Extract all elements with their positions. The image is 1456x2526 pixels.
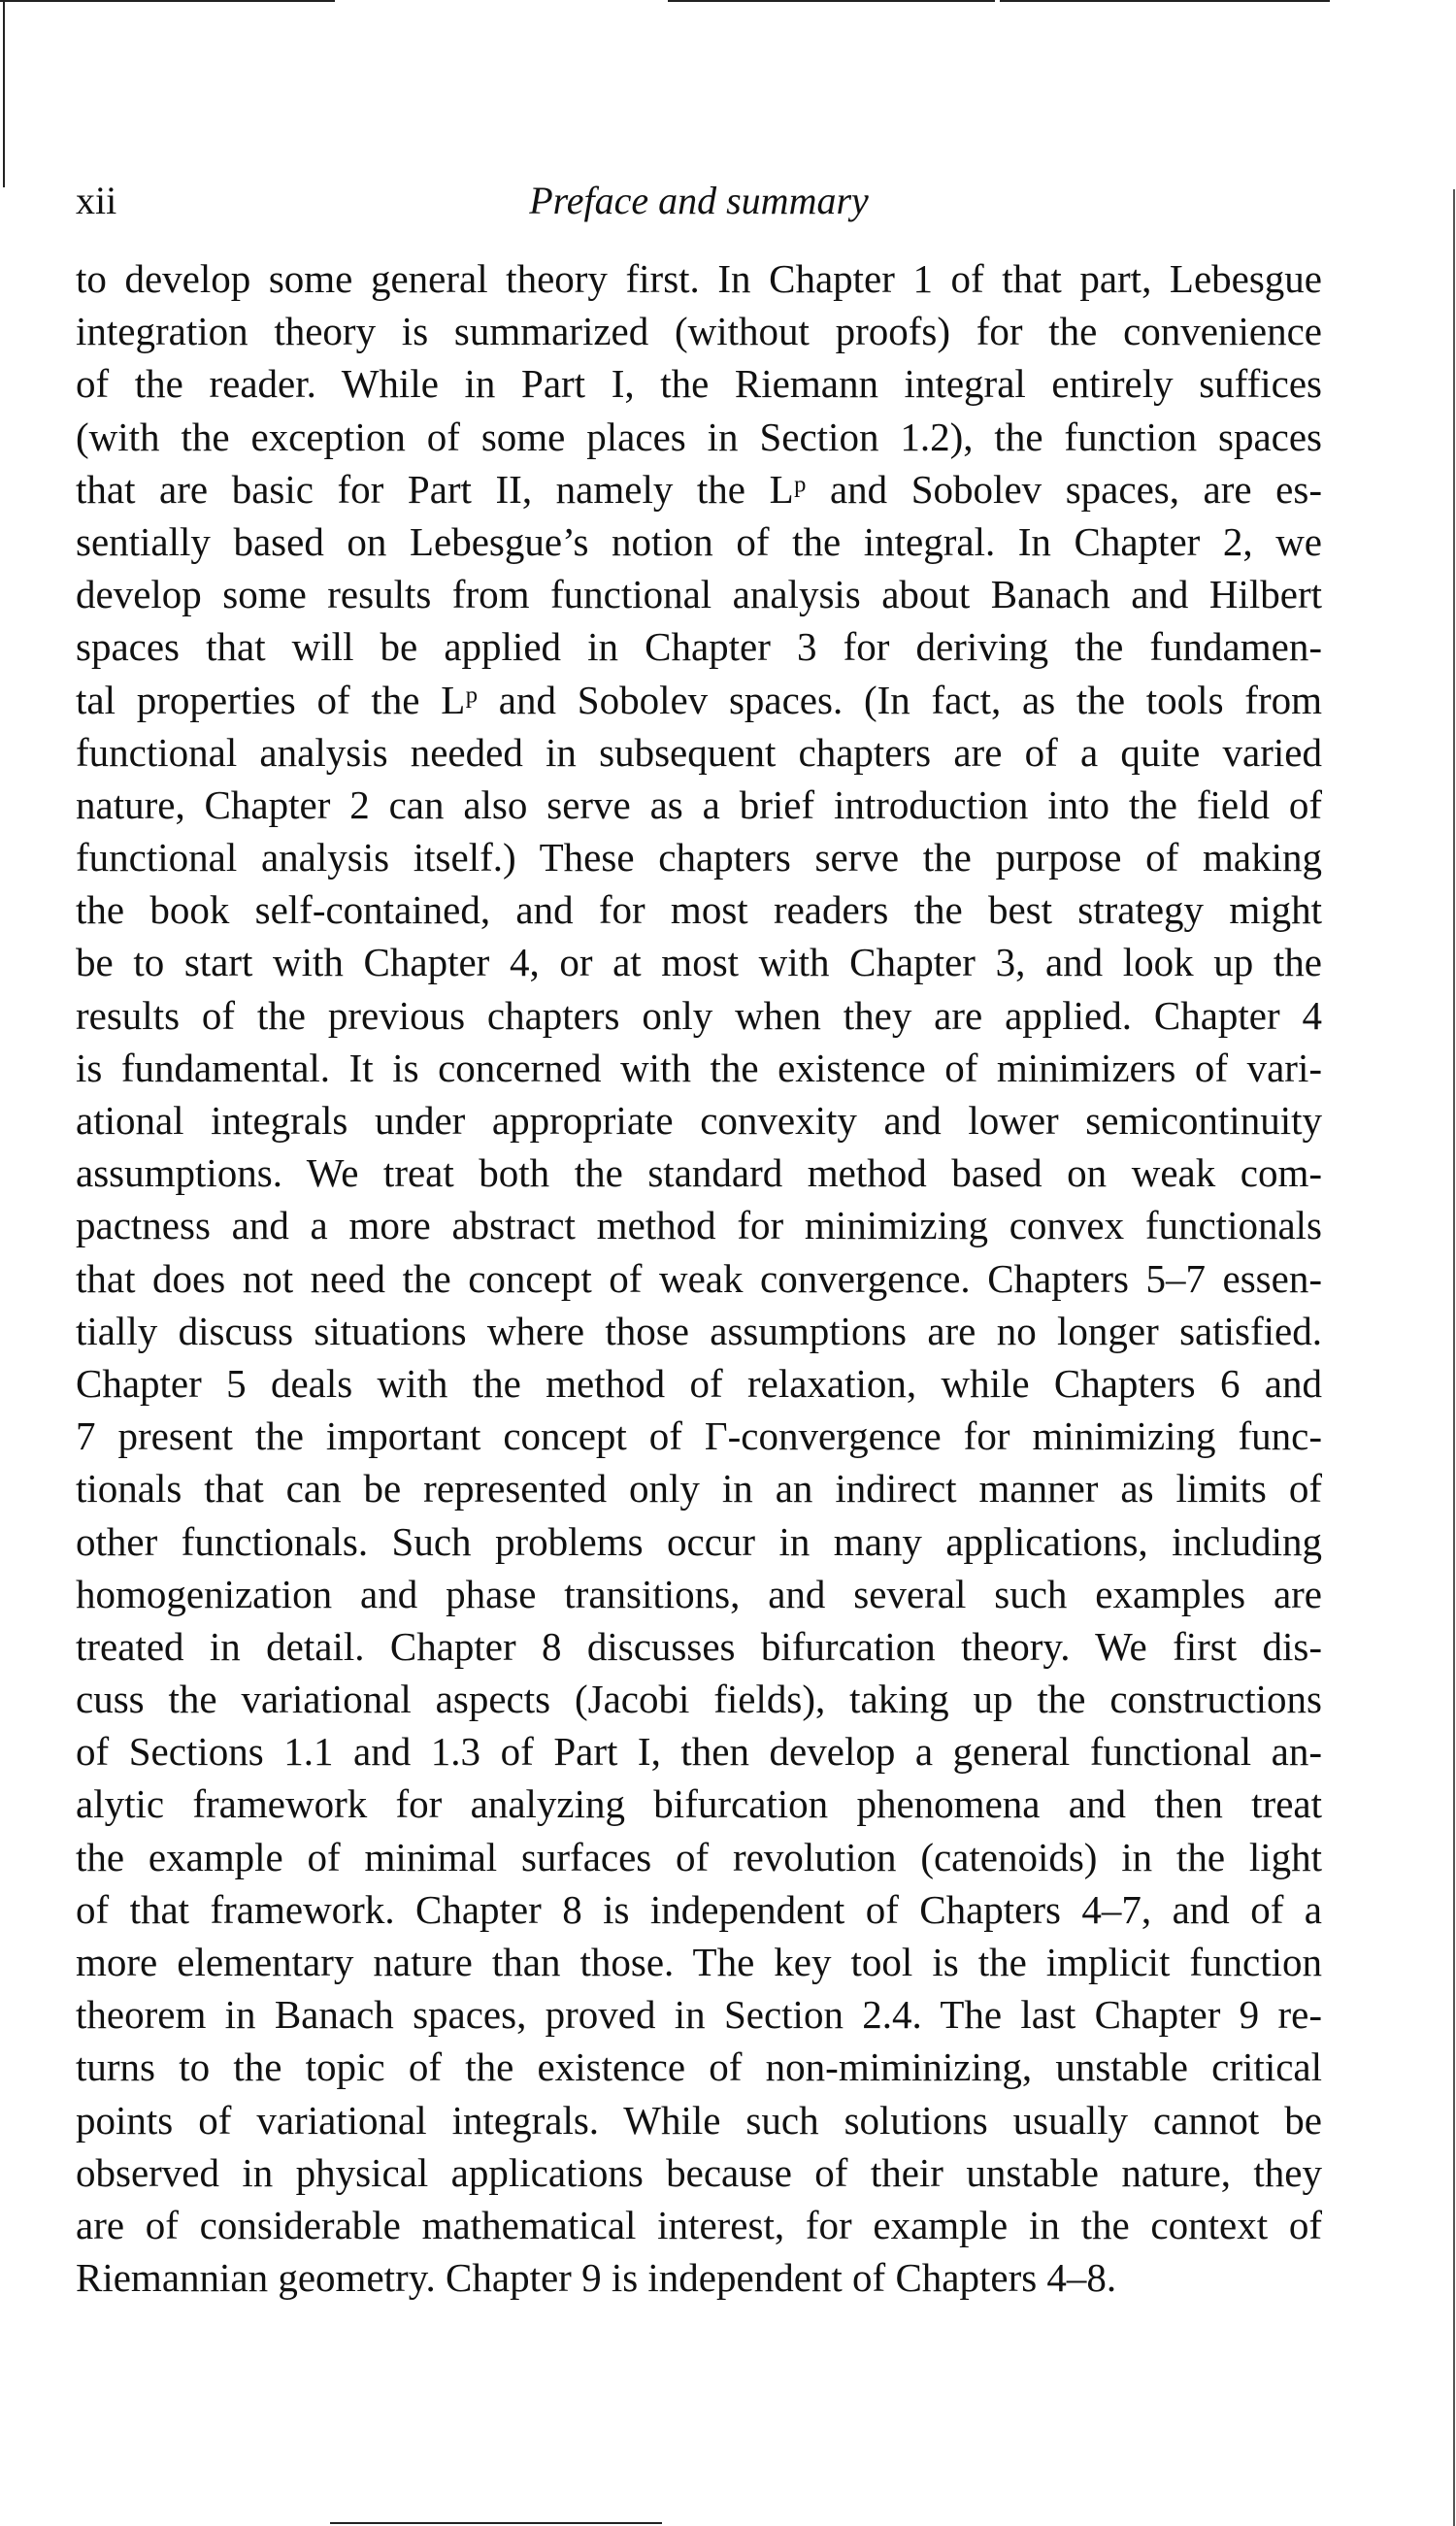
text-line: tal properties of the Lᵖ and Sobolev spaces. (In fact, as the tools from xyxy=(76,677,1322,722)
text-line: integration theory is summarized (without proofs) for the convenience xyxy=(76,309,1322,354)
text-line: are of considerable mathematical interest, for example in the context of xyxy=(76,2202,1322,2247)
text-line: turns to the topic of the existence of non-miminizing, unstable critical xyxy=(76,2044,1322,2090)
text-line: (with the exception of some places in Section 1.2), the function spaces xyxy=(76,414,1322,459)
text-line: other functionals. Such problems occur in many applications, including xyxy=(76,1518,1322,1564)
running-head xyxy=(76,178,1322,226)
text-line: functional analysis needed in subsequent chapters are of a quite varied xyxy=(76,729,1322,775)
text-line: is fundamental. It is concerned with the existence of minimizers of vari- xyxy=(76,1045,1322,1090)
text-line: more elementary nature than those. The key tool is the implicit function xyxy=(76,1940,1322,1984)
body-paragraph xyxy=(76,252,1322,2304)
scan-edge-top-right xyxy=(1000,0,1330,2)
text-line: tially discuss situations where those assumptions are no longer satisfied. xyxy=(76,1308,1322,1353)
page-number: xii xyxy=(76,179,117,222)
text-line: to develop some general theory first. In Chapter 1 of that part, Lebesgue xyxy=(76,256,1322,301)
text-line: theorem in Banach spaces, proved in Section 2.4. The last Chapter 9 re- xyxy=(76,1992,1322,2038)
text-line: cuss the variational aspects (Jacobi fields), taking up the constructions xyxy=(76,1677,1322,1722)
running-title: Preface and summary xyxy=(529,179,869,222)
text-line: spaces that will be applied in Chapter 3 for deriving the fundamen- xyxy=(76,624,1322,670)
text-line: treated in detail. Chapter 8 discusses bifurcation theory. We first dis- xyxy=(76,1623,1322,1669)
text-line: of Sections 1.1 and 1.3 of Part I, then develop a general functional an- xyxy=(76,1729,1322,1775)
text-line: be to start with Chapter 4, or at most with Chapter 3, and look up the xyxy=(76,940,1322,985)
text-line: points of variational integrals. While such solutions usually cannot be xyxy=(76,2097,1322,2143)
text-line: develop some results from functional analysis about Banach and Hilbert xyxy=(76,572,1322,617)
text-line: tionals that can be represented only in an indirect manner as limits of xyxy=(76,1466,1322,1512)
scan-edge-left xyxy=(3,0,5,187)
text-line: nature, Chapter 2 can also serve as a brief introduction into the field of xyxy=(76,781,1322,827)
text-line: assumptions. We treat both the standard method based on weak com- xyxy=(76,1150,1322,1196)
text-line: Chapter 5 deals with the method of relaxation, while Chapters 6 and xyxy=(76,1360,1322,1406)
text-line: homogenization and phase transitions, and several such examples are xyxy=(76,1571,1322,1616)
text-line: observed in physical applications because of their unstable nature, they xyxy=(76,2149,1322,2195)
text-line: of that framework. Chapter 8 is independent of Chapters 4–7, and of a xyxy=(76,1886,1322,1932)
text-line: of the reader. While in Part I, the Riemann integral entirely suffices xyxy=(76,361,1322,407)
text-line: that does not need the concept of weak convergence. Chapters 5–7 essen- xyxy=(76,1255,1322,1301)
text-line: the example of minimal surfaces of revolution (catenoids) in the light xyxy=(76,1834,1322,1879)
scan-edge-top-left xyxy=(0,0,335,2)
text-line: ational integrals under appropriate convexity and lower semicontinuity xyxy=(76,1098,1322,1143)
text-line: results of the previous chapters only when they are applied. Chapter 4 xyxy=(76,992,1322,1038)
text-line: functional analysis itself.) These chapters serve the purpose of making xyxy=(76,835,1322,881)
scan-edge-top-mid xyxy=(668,0,995,2)
text-line: alytic framework for analyzing bifurcation phenomena and then treat xyxy=(76,1781,1322,1827)
text-line: pactness and a more abstract method for minimizing convex functionals xyxy=(76,1203,1322,1248)
text-line: Riemannian geometry. Chapter 9 is independent of Chapters 4–8. xyxy=(76,2255,1117,2301)
scan-edge-bottom xyxy=(330,2522,662,2524)
text-line: sentially based on Lebesgue’s notion of the integral. In Chapter 2, we xyxy=(76,518,1322,564)
text-line: 7 present the important concept of Γ-convergence for minimizing func- xyxy=(76,1413,1322,1459)
scan-edge-right xyxy=(1453,189,1455,2526)
text-line: the book self-contained, and for most readers the best strategy might xyxy=(76,887,1322,933)
text-line: that are basic for Part II, namely the Lᵖ and Sobolev spaces, are es- xyxy=(76,466,1322,512)
